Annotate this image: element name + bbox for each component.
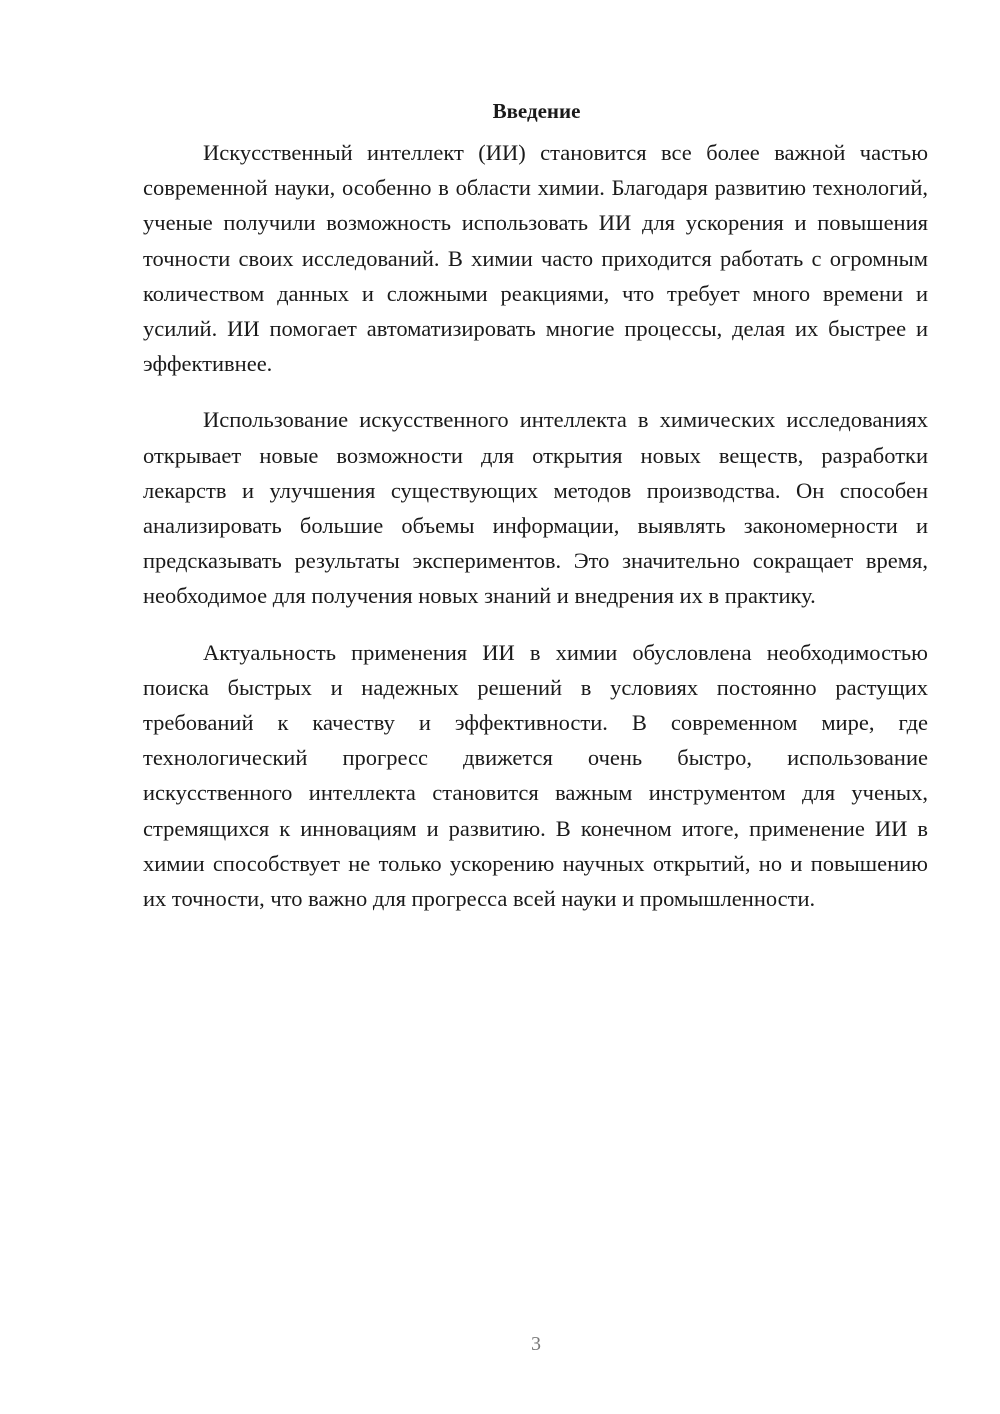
page-number: 3	[531, 1333, 541, 1355]
section-heading: Введение	[492, 99, 581, 123]
paragraph-3: Актуальность применения ИИ в химии обусловлена необходимостью поиска быстрых и надежных решений в условиях постоянно растущих требований к качеству и эффективности. В современном мире, где технологический прогресс движется очень быстро, использование искусственного интеллекта становится важным инструментом для ученых, стремящихся к инновациям и развитию. В конечном итоге, применение ИИ в химии способствует не только ускорению научных открытий, но и повышению их точности, что важно для прогресса всей науки и промышленности.	[143, 639, 928, 912]
paragraph-1: Искусственный интеллект (ИИ) становится все более важной частью современной науки, особенно в области химии. Благодаря развитию технологий, ученые получили возможность использовать ИИ для ускорения и повышения точности своих исследований. В химии часто приходится работать с огромным количеством данных и сложными реакциями, что требует много времени и усилий. ИИ помогает автоматизировать многие процессы, делая их быстрее и эффективнее.	[143, 140, 928, 377]
paragraph-2: Использование искусственного интеллекта в химических исследованиях открывает новые возможности для открытия новых веществ, разработки лекарств и улучшения существующих методов производства. Он способен анализировать большие объемы информации, выявлять закономерности и предсказывать результаты экспериментов. Это значительно сокращает время, необходимое для получения новых знаний и внедрения их в практику.	[143, 407, 928, 609]
page-content	[143, 94, 928, 937]
